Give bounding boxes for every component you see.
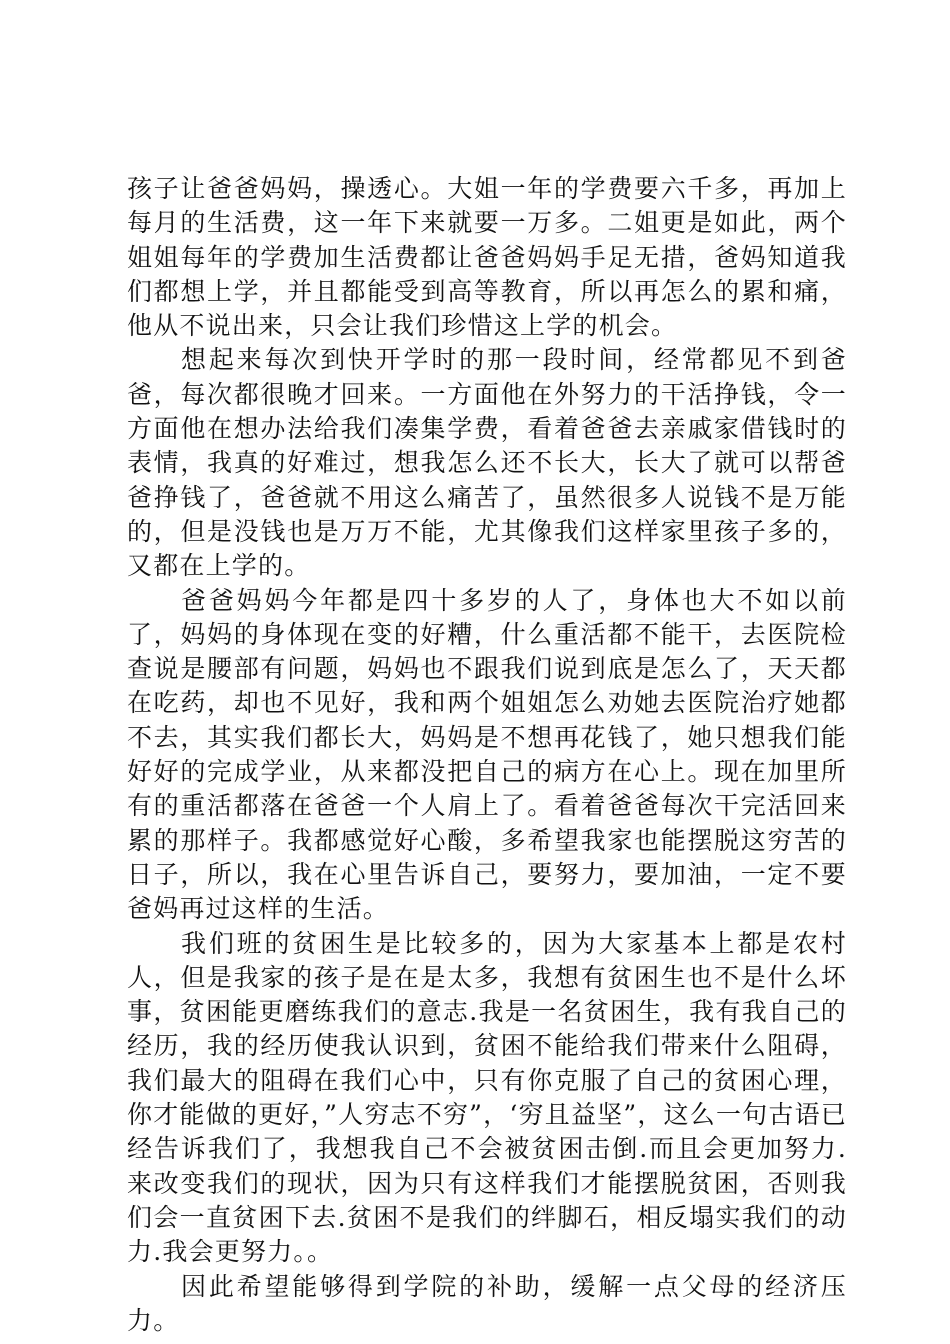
paragraph-request: 因此希望能够得到学院的补助，缓解一点父母的经济压力。 <box>127 1271 847 1335</box>
document-body <box>127 172 847 1338</box>
paragraph-father-tuition: 想起来每次到快开学时的那一段时间，经常都见不到爸爸，每次都很晚才回来。一方面他在外努力的干活挣钱，令一方面他在想办法给我们凑集学费，看着爸爸去亲戚家借钱时的表情，我真的好难过，想我怎么还不长大，长大了就可以帮爸爸挣钱了，爸爸就不用这么痛苦了，虽然很多人说钱不是万能的，但是没钱也是万万不能，尤其像我们这样家里孩子多的，又都在上学的。 <box>127 345 847 581</box>
paragraph-parents-health: 爸爸妈妈今年都是四十多岁的人了，身体也大不如以前了，妈妈的身体现在变的好糟，什么重活都不能干，去医院检查说是腰部有问题，妈妈也不跟我们说到底是怎么了，天天都在吃药，却也不见好，我和两个姐姐怎么劝她去医院治疗她都不去，其实我们都长大，妈妈是不想再花钱了，她只想我们能好好的完成学业，从来都没把自己的病方在心上。现在加里所有的重活都落在爸爸一个人肩上了。看着爸爸每次干完活回来累的那样子。我都感觉好心酸，多希望我家也能摆脱这穷苦的日子，所以，我在心里告诉自己，要努力，要加油，一定不要爸妈再过这样的生活。 <box>127 585 847 924</box>
paragraph-continuation: 孩子让爸爸妈妈，操透心。大姐一年的学费要六千多，再加上每月的生活费，这一年下来就要一万多。二姐更是如此，两个姐姐每年的学费加生活费都让爸爸妈妈手足无措，爸妈知道我们都想上学，并且都能受到高等教育，所以再怎么的累和痛，他从不说出来，只会让我们珍惜这上学的机会。 <box>127 174 847 341</box>
paragraph-poverty-reflection: 我们班的贫困生是比较多的，因为大家基本上都是农村人，但是我家的孩子是在是太多，我想有贫困生也不是什么坏事，贫困能更磨练我们的意志.我是一名贫困生，我有我自己的经历，我的经历使我认识到，贫困不能给我们带来什么阻碍，我们最大的阻碍在我们心中，只有你克服了自己的贫困心理，你才能做的更好，”人穷志不穷”，‘穷且益坚”，这么一句古语已经告诉我们了，我想我自己不会被贫困击倒.而且会更加努力.来改变我们的现状，因为只有这样我们才能摆脱贫困，否则我们会一直贫困下去.贫困不是我们的绊脚石，相反塌实我们的动力.我会更努力。。 <box>127 928 847 1267</box>
